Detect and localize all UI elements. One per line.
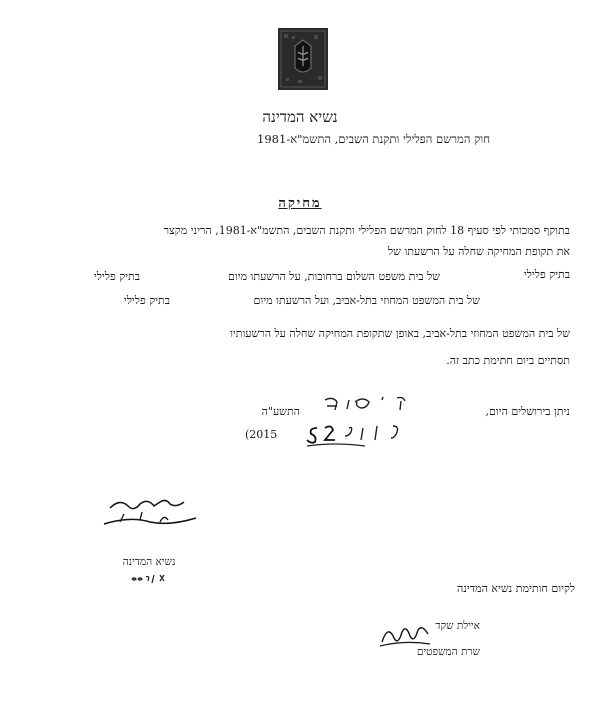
decree-line: את תקופת המחיקה שחלה על הרשעתו של <box>388 245 570 258</box>
decree-line: בתיק פלילי <box>523 268 570 281</box>
given-at-label: ניתן בירושלים היום, <box>485 405 570 418</box>
minister-name: איילת שקד <box>435 620 480 632</box>
page-title: נשיא המדינה <box>262 108 338 126</box>
decree-heading: מחיקה <box>278 196 322 211</box>
decree-line: של בית המשפט המחוזי בתל-אביב, באופן שתקופת המחיקה שחלה על הרשעותיו <box>230 327 570 340</box>
handwritten-gregorian-date <box>305 420 415 450</box>
president-title: נשיא המדינה <box>122 556 176 568</box>
handwritten-hebrew-date <box>305 392 415 414</box>
president-signature <box>100 494 200 532</box>
handwritten-mark <box>130 570 170 584</box>
decree-line: של בית משפט השלום ברחובות, על הרשעתו מיום <box>227 270 440 283</box>
minister-title: שרת המשפטים <box>416 646 480 658</box>
law-reference: חוק המרשם הפלילי ותקנת השבים, התשמ"א-1981 <box>257 132 490 146</box>
decree-line: בתוקף סמכותי לפי סעיף 18 לחוק המרשם הפלילי ותקנת השבים, התשמ"א-1981, הריני מקצר <box>163 224 570 237</box>
decree-line: בתיק פלילי <box>123 294 170 307</box>
gregorian-year: (2015 <box>245 428 278 441</box>
decree-line: של בית המשפט המחוזי בתל-אביב, ועל הרשעתו מיום <box>253 294 480 307</box>
hebrew-year: התשע"ה <box>261 405 300 418</box>
decree-line: בתיק פלילי <box>93 270 140 283</box>
counter-signature-label: לקיום חותימת נשיא המדינה <box>456 582 575 595</box>
decree-line: תסתיים ביום חתימת כתב זה. <box>446 354 570 367</box>
state-emblem-icon <box>278 28 328 90</box>
